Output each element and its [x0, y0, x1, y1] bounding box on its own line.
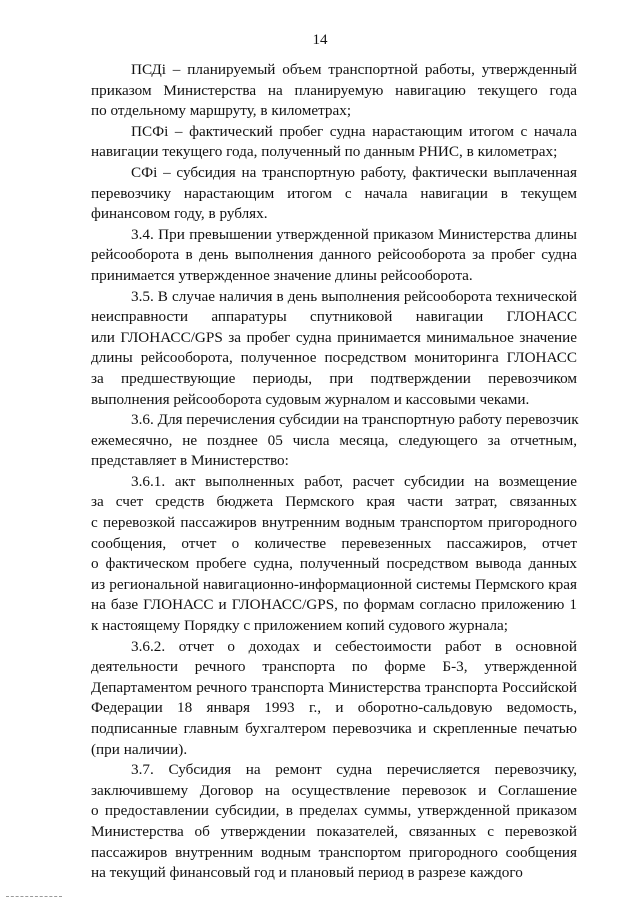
- text-line: 3.6. Для перечисления субсидии на транспортную работу перевозчик: [131, 411, 579, 429]
- text-line: перевозчику нарастающим итогом с начала навигации в текущем: [91, 184, 577, 202]
- text-line: 3.7. Субсидия на ремонт судна перечисляется перевозчику,: [131, 761, 577, 779]
- text-line: деятельности речного транспорта по форме Б-3, утвержденной: [91, 658, 577, 676]
- text-line: навигации текущего года, полученный по данным РНИС, в километрах;: [91, 143, 558, 161]
- text-line: за предшествующие периоды, при подтверждении перевозчиком: [91, 369, 577, 387]
- text-line: из региональной навигационно-информационной системы Пермского края: [91, 575, 577, 593]
- paragraph-p3-5: [91, 287, 577, 411]
- text-line: 3.6.1. акт выполненных работ, расчет субсидии на возмещение: [131, 472, 577, 490]
- text-line: с перевозкой пассажиров внутренним водным транспортом пригородного: [91, 514, 577, 532]
- text-line: по отдельному маршруту, в километрах;: [91, 102, 352, 120]
- text-line: или ГЛОНАСС/GPS за пробег судна принимается минимальное значение: [91, 328, 577, 346]
- paragraph-p3-6: [91, 410, 577, 472]
- text-line: длины рейсооборота, полученное посредством мониторинга ГЛОНАСС: [91, 349, 577, 367]
- text-line: за счет средств бюджета Пермского края части затрат, связанных: [91, 493, 577, 511]
- scan-edge-mark: [6, 896, 62, 897]
- text-line: к настоящему Порядку с приложением копий судового журнала;: [91, 617, 508, 635]
- text-line: о фактическом пробеге судна, полученный посредством вывода данных: [91, 555, 577, 573]
- paragraph-sfi: [91, 163, 577, 225]
- text-line: (при наличии).: [91, 740, 188, 758]
- document-body: [91, 60, 577, 884]
- text-line: ПСДi – планируемый объем транспортной работы, утвержденный: [131, 61, 577, 78]
- text-line: на базе ГЛОНАСС и ГЛОНАСС/GPS, по формам согласно приложению 1: [91, 596, 577, 614]
- text-line: пассажиров внутренним водным транспортом пригородного сообщения: [91, 843, 577, 861]
- text-line: о предоставлении субсидии, в пределах суммы, утвержденной приказом: [91, 802, 577, 820]
- paragraph-p3-6-1: [91, 472, 577, 637]
- text-line: СФi – субсидия на транспортную работу, фактически выплаченная: [131, 163, 577, 181]
- text-line: рейсооборота в день выполнения данного рейсооборота за пробег судна: [91, 246, 577, 264]
- paragraph-p3-4: [91, 225, 577, 287]
- text-line: 3.4. При превышении утвержденной приказом Министерства длины: [131, 225, 577, 243]
- text-line: Министерства об утверждении показателей, связанных с перевозкой: [91, 822, 577, 840]
- text-line: 3.6.2. отчет о доходах и себестоимости работ в основной: [131, 637, 577, 655]
- text-line: финансовом году, в рублях.: [91, 205, 268, 223]
- text-line: принимается утвержденное значение длины рейсооборота.: [91, 266, 473, 284]
- text-line: неисправности аппаратуры спутниковой навигации ГЛОНАСС: [91, 308, 577, 326]
- text-line: сообщения, отчет о количестве перевезенных пассажиров, отчет: [91, 534, 577, 552]
- paragraph-psfi: [91, 122, 577, 163]
- text-line: выполнения рейсооборота судовым журналом и кассовыми чеками.: [91, 390, 530, 408]
- paragraph-p3-7: [91, 760, 577, 884]
- text-line: Департаментом речного транспорта Министерства транспорта Российской: [91, 678, 577, 696]
- text-line: ежемесячно, не позднее 05 числа месяца, следующего за отчетным,: [91, 431, 577, 449]
- paragraph-p3-6-2: [91, 637, 577, 761]
- text-line: на текущий финансовый год и плановый период в разрезе каждого: [91, 864, 523, 882]
- text-line: подписанные главным бухгалтером перевозчика и скрепленные печатью: [91, 720, 577, 737]
- text-line: приказом Министерства на планируемую навигацию текущего года: [91, 81, 577, 99]
- text-line: заключившему Договор на осуществление перевозок и Соглашение: [91, 781, 577, 799]
- text-line: представляет в Министерство:: [91, 452, 289, 470]
- text-line: Федерации 18 января 1993 г., и оборотно-сальдовую ведомость,: [91, 699, 577, 717]
- paragraph-psdi: [91, 60, 577, 122]
- page-number: 14: [312, 32, 328, 48]
- text-line: 3.5. В случае наличия в день выполнения рейсооборота технической: [131, 287, 577, 305]
- text-line: ПСФi – фактический пробег судна нарастающим итогом с начала: [131, 122, 577, 140]
